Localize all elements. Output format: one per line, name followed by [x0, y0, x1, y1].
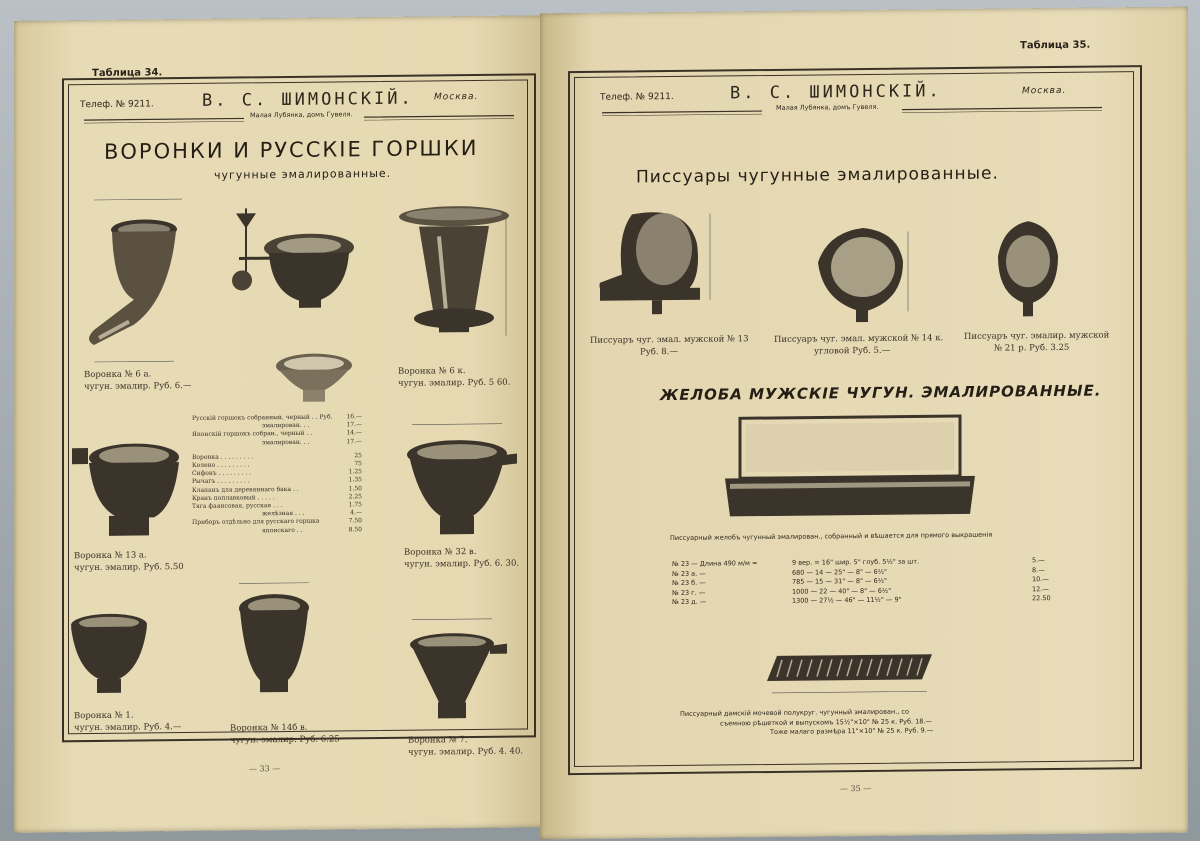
caption-funnel-32v: Воронка № 32 в. чугун. эмалир. Руб. 6. 30. — [404, 546, 520, 570]
price-list-row: эмалирован. . . 17.— — [262, 437, 362, 446]
right-page — [540, 7, 1188, 840]
left-address: Малая Лубянка, домъ Гувеля. — [250, 110, 353, 120]
price-list-row: Сифонъ . . . . . . . . . 1.25 — [192, 468, 362, 478]
trough-row: № 23 д. — 1300 — 27½ — 46" — 11½" — 9" 22.50 — [672, 594, 1051, 607]
price-list-row: эмалирован. . . 17.— — [262, 421, 362, 430]
caption-funnel-6k: Воронка № 6 к. чугун. эмалир. Руб. 5 60. — [398, 366, 511, 389]
price-list-row: желѣзная . . . 4.— — [262, 509, 362, 518]
funnel-14b-illustration — [224, 578, 324, 709]
funnel-32v-illustration — [402, 423, 532, 554]
trough-price-table — [672, 556, 1072, 608]
caption-funnel-1: Воронка № 1. чугун. эмалир. Руб. 4.— — [74, 710, 182, 734]
price-list-row: Кранъ поплавковый . . . . . 2.25 — [192, 493, 362, 502]
russian-pot-illustration — [224, 197, 354, 318]
price-list-row: Русскій горшокъ собранный, черный . . Руб. 16.— — [192, 413, 362, 422]
right-address: Малая Лубянка, домъ Гувеля. — [776, 102, 879, 112]
urinal-21r-illustration — [988, 216, 1078, 327]
caption-urinal-14k: Писсуаръ чуг. эмал. мужской № 14 к. угловой Руб. 5.— — [774, 333, 944, 357]
funnel-7-illustration — [402, 624, 522, 735]
caption-funnel-7: Воронка № 7. чугун. эмалир. Руб. 4. 40. — [408, 735, 524, 758]
trough-row: № 23 г. — 1000 — 22 — 40" — 8" — 6½" 12.— — [672, 584, 1049, 597]
price-list-row: Воронка . . . . . . . . . 25 — [192, 451, 362, 461]
price-list-row: Японскій горшокъ собран., черный . . 14.— — [192, 429, 362, 439]
caption-funnel-13a: Воронка № 13 а. чугун. эмалир. Руб. 5.50 — [74, 550, 184, 574]
price-list-row: японскаго . . 8.50 — [262, 525, 362, 534]
urinal-13-illustration — [592, 203, 722, 324]
caption-urinal-13: Писсуаръ чуг. эмал. мужской № 13 Руб. 8.— — [590, 334, 749, 358]
pot-bowl-illustration — [269, 347, 359, 408]
right-phone: Телеф. № 9211. — [600, 91, 674, 103]
urinal-14k-illustration — [808, 221, 918, 342]
right-company-name: В. С. ШИМОНСКІЙ. — [730, 81, 942, 104]
trough-row: № 23 б. — 785 — 15 — 31" — 8" — 6½" 10.— — [672, 575, 1049, 588]
trough-description: Писсуарный желобъ чугунный эмалирован., собранный и вѣшается для прямого выкрашенія — [670, 530, 993, 543]
price-list-row: Колено . . . . . . . . . 75 — [192, 460, 362, 469]
grate-description: Писсуарный дамскій мочевой полукруг. чугунный эмалирован., со съемною рѣшеткой и выпускомъ 15½"×10" № 25 к. Руб. 18.— Тоже малаго размѣра 11"×10" № 25 к. Руб. 9.— — [680, 707, 934, 736]
price-list-row: Приборъ отдѣльно для русскаго горшка 7.50 — [192, 517, 362, 527]
caption-urinal-21r: Писсуаръ чуг. эмалир. мужской № 21 р. Руб. 3.25 — [964, 330, 1110, 354]
right-page-number: — 35 — — [840, 783, 872, 794]
left-heading: ВОРОНКИ И РУССКІЕ ГОРШКИ — [104, 135, 479, 164]
left-subheading: чугунные эмалированные. — [214, 166, 392, 182]
price-list-row: Тяга фаянсовая, русская . . . 1.75 — [192, 501, 362, 510]
left-page-number: — 33 — — [249, 764, 281, 774]
right-table-label: Таблица 35. — [1020, 39, 1091, 52]
left-company-name: В. С. ШИМОНСКІЙ. — [202, 88, 414, 111]
price-list-row: Рычагъ . . . . . . . . . 1.35 — [192, 476, 362, 486]
trough-row: № 23 a. — 680 — 14 — 25" — 8" — 6½" 8.— — [672, 565, 1045, 578]
caption-funnel-6a: Воронка № 6 а. чугун. эмалир. Руб. 6.— — [84, 369, 192, 393]
troughs-heading: ЖЕЛОБА МУЖСКІЕ ЧУГУН. ЭМАЛИРОВАННЫЕ. — [660, 381, 1102, 405]
left-city: Москва. — [434, 91, 479, 103]
left-table-label: Таблица 34. — [92, 67, 163, 80]
grate-illustration — [762, 649, 942, 701]
caption-funnel-14b: Воронка № 14б в. чугун. эмалир. Руб. 6.25 — [230, 722, 340, 746]
urinals-heading: Писсуары чугунные эмалированные. — [636, 163, 999, 188]
funnel-6a-illustration — [74, 199, 194, 350]
price-list-row: Клапанъ для деревяннаго бака . . 1.50 — [192, 484, 362, 494]
left-phone: Телеф. № 9211. — [80, 99, 154, 111]
left-page — [14, 15, 554, 833]
right-city: Москва. — [1022, 85, 1067, 97]
trough-row: № 23 — Длина 490 м/м = 9 вер. = 16" шир. 5" глуб. 5½" за шт. 5.— — [672, 556, 1045, 569]
funnel-6k-illustration — [394, 185, 524, 346]
price-list — [192, 413, 362, 536]
trough-illustration — [720, 414, 980, 527]
funnel-1-illustration — [59, 602, 159, 713]
funnel-13a-illustration — [64, 427, 194, 548]
